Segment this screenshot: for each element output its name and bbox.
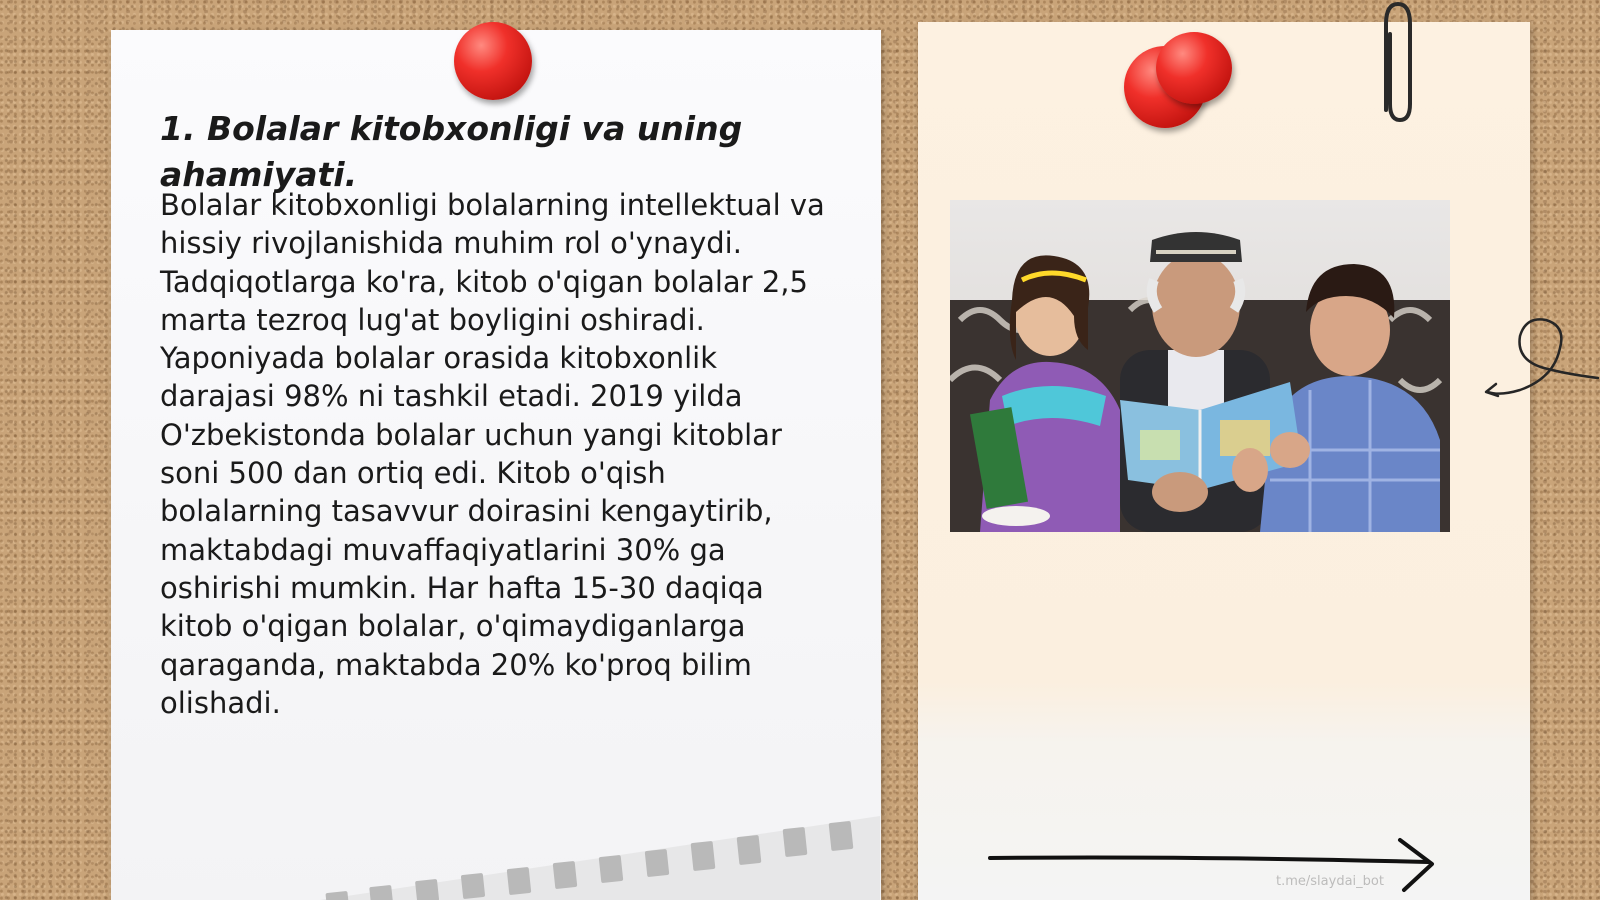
watermark-text: t.me/slaydai_bot [1276, 874, 1384, 889]
paperclip-icon [1376, 0, 1420, 126]
curly-arrow-icon [1480, 312, 1600, 408]
reading-photo [950, 200, 1450, 532]
slide-body-text: Bolalar kitobxonligi bolalarning intellektual va hissiy rivojlanishida muhim rol o'ynaydi. Tadqiqotlarga ko'ra, kitob o'qigan bolalar 2,5 marta tezroq lug'at boyligini oshiradi. Yaponiyada bolalar orasida kitobxonlik darajasi 98% ni tashkil etadi. 2019 yilda O'zbekistonda bolalar uchun yangi kitoblar soni 500 dan ortiq edi. Kitob o'qish bolalarning tasavvur doirasini kengaytirib, maktabdagi muvaffaqiyatlarini 30% ga oshirishi mumkin. Har hafta 15-30 daqiqa kitob o'qigan bolalar, o'qimaydiganlarga qaraganda, maktabda 20% ko'proq bilim olishadi. [160, 188, 825, 720]
pin-icon [454, 22, 532, 100]
family-reading-illustration [950, 200, 1450, 532]
slide-title: 1. Bolalar kitobxonligi va uning ahamiyati. [160, 109, 743, 194]
pin-icon [1156, 32, 1232, 104]
torn-edge-decoration [320, 806, 880, 900]
